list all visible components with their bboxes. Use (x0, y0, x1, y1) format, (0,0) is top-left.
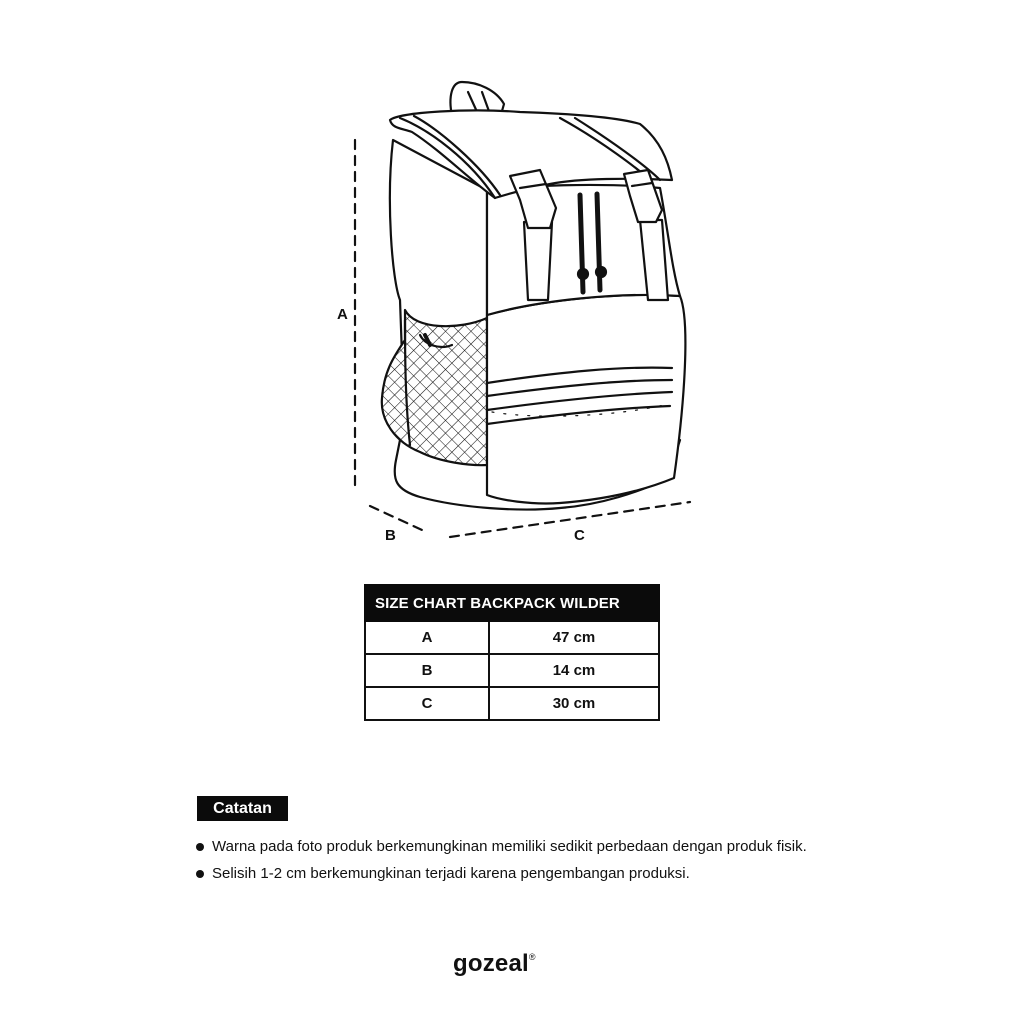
dimension-line-b (370, 506, 422, 530)
dimension-label-a: A (337, 306, 348, 323)
bullet-icon (196, 843, 204, 851)
notes-title: Catatan (197, 796, 288, 821)
note-text: Warna pada foto produk berkemungkinan memiliki sedikit perbedaan dengan produk fisik. (212, 838, 807, 855)
registered-mark: ® (528, 952, 536, 962)
list-item (196, 833, 807, 860)
dimension-label-b: B (385, 527, 396, 544)
dimension-key: B (365, 654, 489, 687)
dimension-key: C (365, 687, 489, 720)
list-item (196, 860, 807, 887)
size-chart-table (364, 584, 660, 721)
dimension-value: 47 cm (489, 621, 659, 654)
table-row (365, 621, 659, 654)
note-text: Selisih 1-2 cm berkemungkinan terjadi karena pengembangan produksi. (212, 865, 690, 882)
dimension-key: A (365, 621, 489, 654)
table-row (365, 687, 659, 720)
table-row (365, 654, 659, 687)
notes-list (196, 833, 807, 887)
dimension-label-c: C (574, 527, 585, 544)
dimension-value: 14 cm (489, 654, 659, 687)
brand-name: gozeal (453, 950, 529, 977)
dimension-value: 30 cm (489, 687, 659, 720)
bullet-icon (196, 870, 204, 878)
brand-logo (453, 950, 536, 978)
size-chart-title: SIZE CHART BACKPACK WILDER (365, 585, 659, 621)
